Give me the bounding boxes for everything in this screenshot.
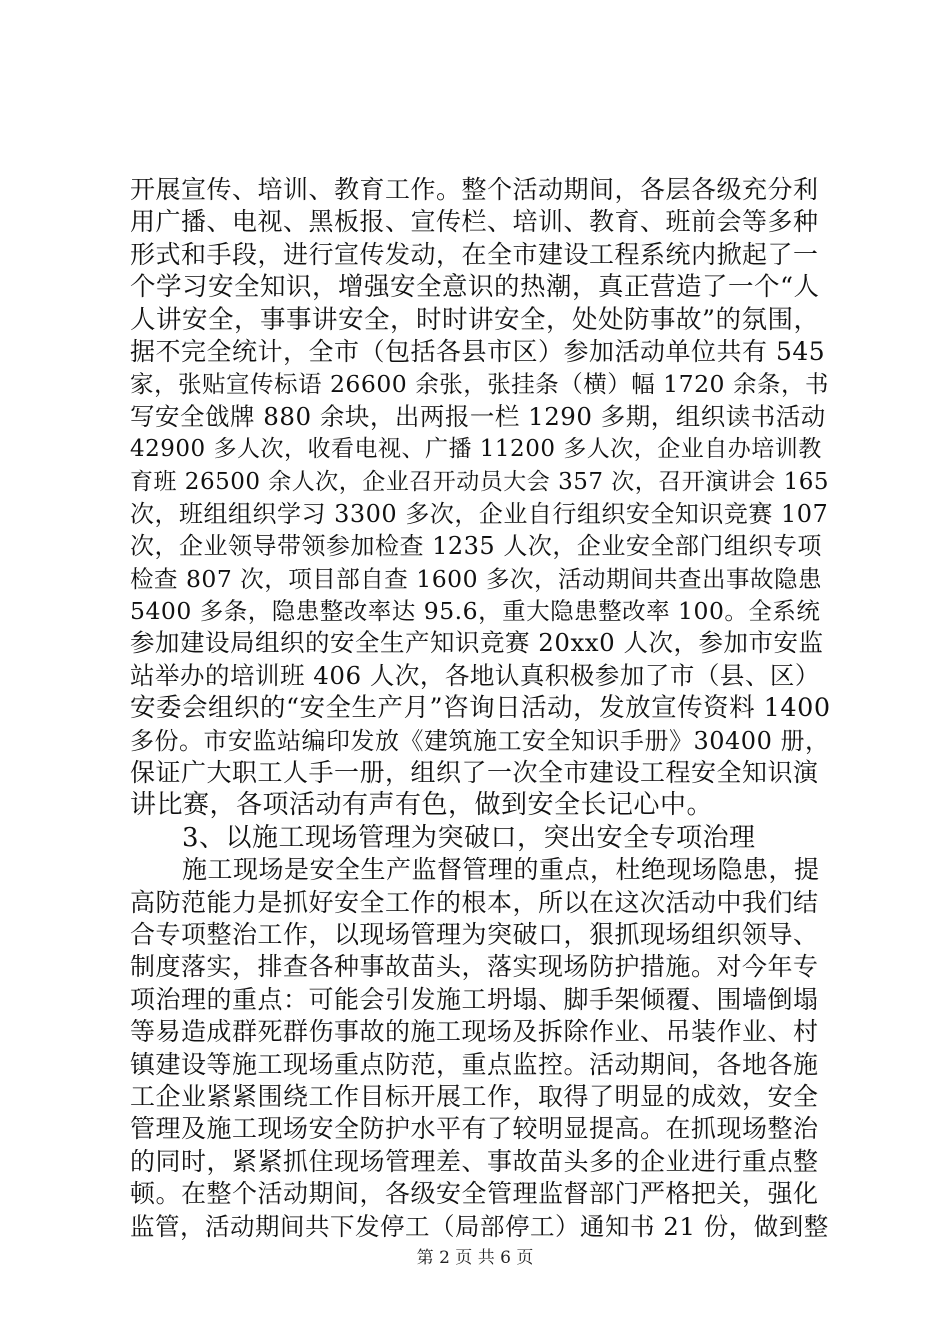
- text-line: 监管，活动期间共下发停工（局部停工）通知书 21 份，做到整: [130, 1211, 829, 1241]
- text-line: 开展宣传、培训、教育工作。整个活动期间，各层各级充分利: [130, 175, 819, 204]
- text-line: 安委会组织的“安全生产月”咨询日活动，发放宣传资料 1400: [130, 693, 831, 724]
- text-line: 站举办的培训班 406 人次，各地认真积极参加了市（县、区）: [130, 660, 820, 690]
- page-footer: 第 2 页 共 6 页: [416, 1248, 534, 1268]
- text-line: 次，班组组织学习 3300 多次，企业自行组织安全知识竞赛 107: [130, 499, 829, 528]
- text-line: 写安全戗牌 880 余块，出两报一栏 1290 多期，组织读书活动: [130, 401, 826, 431]
- text-line: 用广播、电视、黑板报、宣传栏、培训、教育、班前会等多种: [130, 207, 819, 237]
- text-line: 讲比赛，各项活动有声有色，做到安全长记心中。: [130, 790, 714, 821]
- text-line: 制度落实，排查各种事故苗头，落实现场防护措施。对今年专: [130, 952, 819, 982]
- text-line: 等易造成群死群伤事故的施工现场及拆除作业、吊装作业、村: [130, 1017, 819, 1047]
- text-line: 个学习安全知识，增强安全意识的热潮，真正营造了一个“人: [130, 272, 820, 303]
- text-line: 镇建设等施工现场重点防范，重点监控。活动期间，各地各施: [130, 1049, 819, 1079]
- text-line: 42900 多人次，收看电视、广播 11200 多人次，企业自办培训教: [130, 436, 822, 463]
- text-line: 保证广大职工人手一册，组织了一次全市建设工程安全知识演: [130, 758, 819, 788]
- text-line: 人讲安全，事事讲安全，时时讲安全，处处防事故”的氛围，: [130, 304, 820, 335]
- text-line: 次，企业领导带领参加检查 1235 人次，企业安全部门组织专项: [130, 532, 822, 561]
- text-line: 工企业紧紧围绕工作目标开展工作，取得了明显的成效，安全: [130, 1081, 819, 1111]
- text-line: 顿。在整个活动期间，各级安全管理监督部门严格把关，强化: [130, 1179, 819, 1209]
- text-line: 管理及施工现场安全防护水平有了较明显提高。在抓现场整治: [130, 1114, 819, 1144]
- text-line: 施工现场是安全生产监督管理的重点，杜绝现场隐患，提: [182, 855, 820, 885]
- text-line: 5400 多条，隐患整改率达 95.6，重大隐患整改率 100。全系统: [130, 597, 821, 626]
- text-line: 的同时，紧紧抓住现场管理差、事故苗头多的企业进行重点整: [130, 1146, 819, 1176]
- text-line: 多份。市安监站编印发放《建筑施工安全知识手册》30400 册，: [130, 726, 830, 755]
- body-text: [130, 174, 830, 1243]
- text-line: 育班 26500 余人次，企业召开动员大会 357 次，召开演讲会 165: [130, 468, 830, 495]
- text-line: 据不完全统计，全市（包括各县市区）参加活动单位共有 545: [130, 336, 826, 366]
- text-line: 合专项整治工作，以现场管理为突破口，狠抓现场组织领导、: [130, 919, 819, 949]
- text-line: 形式和手段，进行宣传发动，在全市建设工程系统内掀起了一: [130, 239, 819, 269]
- text-line: 参加建设局组织的安全生产知识竞赛 20xx0 人次，参加市安监: [130, 628, 824, 658]
- text-line: 家，张贴宣传标语 26600 余张，张挂条（横）幅 1720 余条，书: [130, 370, 829, 399]
- text-line: 项治理的重点：可能会引发施工坍塌、脚手架倾覆、围墙倒塌: [130, 984, 819, 1014]
- text-line: 检查 807 次，项目部自查 1600 多次，活动期间共查出事故隐患: [130, 564, 823, 593]
- text-line: 3、以施工现场管理为突破口，突出安全专项治理: [182, 822, 756, 853]
- text-line: 高防范能力是抓好安全工作的根本，所以在这次活动中我们结: [130, 887, 819, 917]
